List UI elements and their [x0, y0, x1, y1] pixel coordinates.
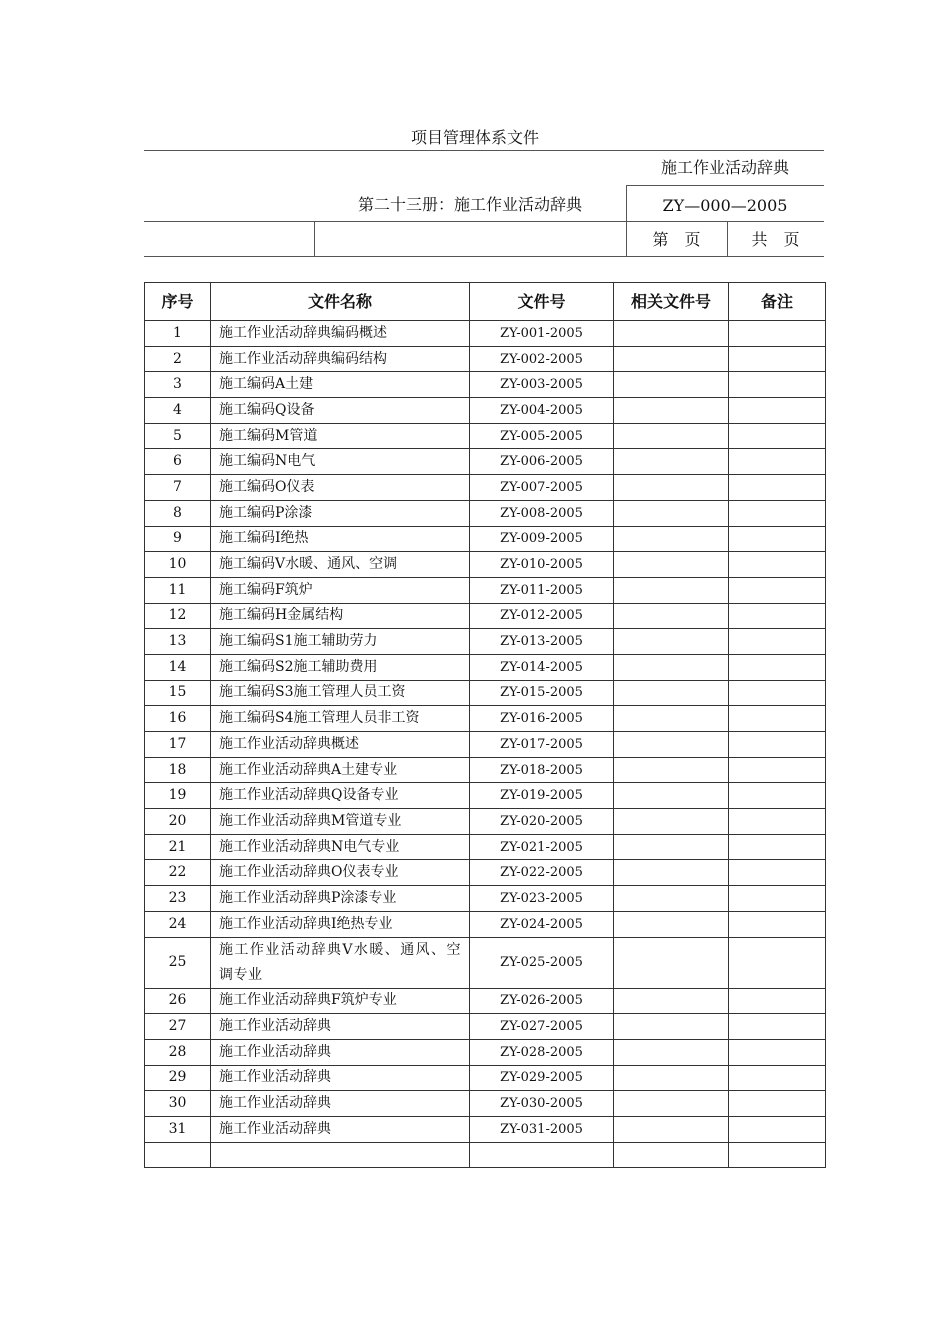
row-number: 23	[145, 886, 211, 912]
row-file-code: ZY-014-2005	[470, 654, 614, 680]
row-related-code	[614, 706, 729, 732]
row-file-name	[211, 500, 470, 526]
row-file-code: ZY-001-2005	[470, 321, 614, 347]
row-remarks	[729, 603, 826, 629]
row-related-code	[614, 449, 729, 475]
table-row	[145, 500, 826, 526]
header-mid-rule	[144, 221, 824, 222]
header-top-rule	[144, 150, 824, 151]
row-number: 22	[145, 860, 211, 886]
row-file-name-text: 施工作业活动辞典N电气专业	[219, 838, 400, 855]
table-row	[145, 860, 826, 886]
row-file-name	[211, 1116, 470, 1142]
row-file-name-text: 施工作业活动辞典编码结构	[219, 350, 387, 367]
row-file-name-text: 施工作业活动辞典P涂漆专业	[219, 889, 397, 906]
row-number: 31	[145, 1116, 211, 1142]
row-related-code	[614, 423, 729, 449]
row-file-name-text: 施工作业活动辞典M管道专业	[219, 812, 402, 829]
row-remarks	[729, 732, 826, 758]
table-row	[145, 1039, 826, 1065]
row-file-code: ZY-018-2005	[470, 757, 614, 783]
row-file-name	[211, 834, 470, 860]
row-remarks	[729, 1091, 826, 1117]
header-left-divider	[314, 221, 315, 256]
row-file-name-text: 施工作业活动辞典F筑炉专业	[219, 992, 397, 1009]
row-remarks	[729, 1116, 826, 1142]
row-file-name	[211, 1065, 470, 1091]
row-related-code	[614, 654, 729, 680]
row-related-code	[614, 629, 729, 655]
row-file-name-text: 施工编码H金属结构	[219, 607, 344, 624]
row-related-code	[614, 1116, 729, 1142]
row-number: 28	[145, 1039, 211, 1065]
row-remarks	[729, 937, 826, 988]
row-file-code: ZY-029-2005	[470, 1065, 614, 1091]
row-file-name-text: 施工作业活动辞典	[219, 1043, 331, 1060]
row-related-code	[614, 937, 729, 988]
row-remarks	[729, 706, 826, 732]
table-row	[145, 603, 826, 629]
row-file-code: ZY-031-2005	[470, 1116, 614, 1142]
row-file-name	[211, 757, 470, 783]
row-remarks	[729, 654, 826, 680]
system-title: 项目管理体系文件	[410, 128, 539, 147]
row-related-code	[614, 526, 729, 552]
table-row	[145, 886, 826, 912]
row-related-code	[614, 783, 729, 809]
table-row	[145, 577, 826, 603]
table-row	[145, 1065, 826, 1091]
row-related-code	[614, 757, 729, 783]
row-file-name	[211, 1091, 470, 1117]
row-number: 27	[145, 1014, 211, 1040]
row-file-name	[211, 732, 470, 758]
row-related-code	[614, 988, 729, 1014]
table-row	[145, 1116, 826, 1142]
row-remarks	[729, 911, 826, 937]
row-file-name-text: 施工作业活动辞典	[219, 1120, 331, 1137]
row-related-code	[614, 732, 729, 758]
row-file-name-text: 施工编码S4施工管理人员非工资	[219, 710, 420, 727]
row-file-name	[211, 577, 470, 603]
row-file-name	[211, 372, 470, 398]
row-number: 14	[145, 654, 211, 680]
row-number: 30	[145, 1091, 211, 1117]
empty-cell	[614, 1142, 729, 1168]
row-file-name-text: 施工作业活动辞典V水暖、通风、空调专业	[219, 941, 461, 983]
empty-cell	[145, 1142, 211, 1168]
row-file-name-text: 施工编码V水暖、通风、空调	[219, 556, 398, 573]
row-file-name-text: 施工编码P涂漆	[219, 504, 313, 521]
row-file-name	[211, 654, 470, 680]
total-label: 共 页	[751, 230, 800, 249]
row-file-name	[211, 475, 470, 501]
row-file-name-text: 施工编码O仪表	[219, 478, 315, 495]
row-related-code	[614, 552, 729, 578]
table-row	[145, 1014, 826, 1040]
col-header-related: 相关文件号	[614, 283, 729, 321]
row-file-code: ZY-008-2005	[470, 500, 614, 526]
row-file-name	[211, 937, 470, 988]
table-row	[145, 757, 826, 783]
row-number: 1	[145, 321, 211, 347]
row-file-code: ZY-006-2005	[470, 449, 614, 475]
row-number: 4	[145, 398, 211, 424]
row-number: 25	[145, 937, 211, 988]
row-number: 6	[145, 449, 211, 475]
empty-cell	[211, 1142, 470, 1168]
row-file-code: ZY-030-2005	[470, 1091, 614, 1117]
row-file-code: ZY-021-2005	[470, 834, 614, 860]
header-bottom-rule	[144, 256, 824, 257]
table-row	[145, 449, 826, 475]
row-file-name-text: 施工编码I绝热	[219, 530, 309, 547]
row-file-name	[211, 809, 470, 835]
row-related-code	[614, 1039, 729, 1065]
row-number: 9	[145, 526, 211, 552]
row-file-name	[211, 526, 470, 552]
row-remarks	[729, 680, 826, 706]
row-remarks	[729, 629, 826, 655]
row-remarks	[729, 809, 826, 835]
table-header-row	[145, 283, 826, 321]
row-number: 2	[145, 346, 211, 372]
row-file-code: ZY-013-2005	[470, 629, 614, 655]
row-file-code: ZY-027-2005	[470, 1014, 614, 1040]
page-label: 第 页	[652, 230, 701, 249]
row-number: 10	[145, 552, 211, 578]
row-remarks	[729, 475, 826, 501]
table-row	[145, 398, 826, 424]
table-row	[145, 629, 826, 655]
row-remarks	[729, 1039, 826, 1065]
row-remarks	[729, 886, 826, 912]
row-file-name-text: 施工编码S1施工辅助劳力	[219, 633, 378, 650]
table-body	[145, 321, 826, 1168]
row-file-code: ZY-003-2005	[470, 372, 614, 398]
row-file-name	[211, 629, 470, 655]
row-remarks	[729, 552, 826, 578]
row-file-code: ZY-026-2005	[470, 988, 614, 1014]
row-file-code: ZY-012-2005	[470, 603, 614, 629]
row-related-code	[614, 1091, 729, 1117]
row-file-code: ZY-025-2005	[470, 937, 614, 988]
table-row	[145, 321, 826, 347]
row-remarks	[729, 346, 826, 372]
doc-code: ZY—000—2005	[662, 196, 788, 215]
row-number: 5	[145, 423, 211, 449]
row-file-code: ZY-010-2005	[470, 552, 614, 578]
row-related-code	[614, 372, 729, 398]
row-related-code	[614, 398, 729, 424]
row-related-code	[614, 577, 729, 603]
row-number: 21	[145, 834, 211, 860]
row-related-code	[614, 809, 729, 835]
row-file-name-text: 施工作业活动辞典概述	[219, 735, 359, 752]
row-number: 17	[145, 732, 211, 758]
row-file-name	[211, 860, 470, 886]
row-number: 24	[145, 911, 211, 937]
row-remarks	[729, 321, 826, 347]
table-row	[145, 346, 826, 372]
row-remarks	[729, 449, 826, 475]
row-remarks	[729, 372, 826, 398]
row-file-code: ZY-024-2005	[470, 911, 614, 937]
row-file-name-text: 施工作业活动辞典编码概述	[219, 324, 387, 341]
volume-title: 第二十三册：施工作业活动辞典	[357, 195, 582, 214]
row-file-code: ZY-020-2005	[470, 809, 614, 835]
table-row	[145, 552, 826, 578]
table-row	[145, 372, 826, 398]
table-row	[145, 654, 826, 680]
row-file-name	[211, 1039, 470, 1065]
table-row	[145, 937, 826, 988]
row-file-name	[211, 911, 470, 937]
row-file-code: ZY-002-2005	[470, 346, 614, 372]
row-remarks	[729, 398, 826, 424]
empty-cell	[729, 1142, 826, 1168]
table-row	[145, 475, 826, 501]
row-file-code: ZY-004-2005	[470, 398, 614, 424]
doc-name-rule	[626, 185, 824, 186]
table-row	[145, 680, 826, 706]
row-file-name	[211, 706, 470, 732]
row-remarks	[729, 526, 826, 552]
row-file-name	[211, 783, 470, 809]
row-number: 12	[145, 603, 211, 629]
row-file-name	[211, 321, 470, 347]
row-remarks	[729, 1065, 826, 1091]
row-file-code: ZY-011-2005	[470, 577, 614, 603]
row-number: 11	[145, 577, 211, 603]
row-related-code	[614, 1065, 729, 1091]
row-number: 3	[145, 372, 211, 398]
row-related-code	[614, 886, 729, 912]
row-number: 16	[145, 706, 211, 732]
row-file-name	[211, 423, 470, 449]
row-related-code	[614, 911, 729, 937]
table-row	[145, 526, 826, 552]
row-file-name	[211, 680, 470, 706]
row-related-code	[614, 860, 729, 886]
row-number: 20	[145, 809, 211, 835]
table-row	[145, 706, 826, 732]
row-remarks	[729, 834, 826, 860]
row-related-code	[614, 346, 729, 372]
row-remarks	[729, 860, 826, 886]
row-remarks	[729, 423, 826, 449]
row-file-name	[211, 603, 470, 629]
row-file-name-text: 施工作业活动辞典	[219, 1069, 331, 1086]
row-remarks	[729, 988, 826, 1014]
col-header-code: 文件号	[470, 283, 614, 321]
row-number: 8	[145, 500, 211, 526]
row-file-name-text: 施工作业活动辞典Q设备专业	[219, 787, 399, 804]
table-row	[145, 783, 826, 809]
row-related-code	[614, 680, 729, 706]
row-file-name	[211, 552, 470, 578]
row-file-code: ZY-005-2005	[470, 423, 614, 449]
row-file-name	[211, 449, 470, 475]
row-file-code: ZY-019-2005	[470, 783, 614, 809]
doc-name: 施工作业活动辞典	[660, 158, 789, 177]
row-remarks	[729, 577, 826, 603]
row-number: 15	[145, 680, 211, 706]
row-related-code	[614, 834, 729, 860]
row-related-code	[614, 603, 729, 629]
row-related-code	[614, 321, 729, 347]
row-file-name-text: 施工编码Q设备	[219, 401, 315, 418]
row-related-code	[614, 500, 729, 526]
table-row	[145, 911, 826, 937]
col-header-remarks: 备注	[729, 283, 826, 321]
row-remarks	[729, 500, 826, 526]
row-file-code: ZY-015-2005	[470, 680, 614, 706]
table-row	[145, 809, 826, 835]
row-file-code: ZY-017-2005	[470, 732, 614, 758]
col-header-no: 序号	[145, 283, 211, 321]
row-file-code: ZY-007-2005	[470, 475, 614, 501]
table-row	[145, 423, 826, 449]
row-number: 29	[145, 1065, 211, 1091]
row-file-name-text: 施工作业活动辞典I绝热专业	[219, 915, 393, 932]
row-file-name-text: 施工编码A土建	[219, 376, 314, 393]
row-file-name-text: 施工作业活动辞典A土建专业	[219, 761, 398, 778]
row-number: 7	[145, 475, 211, 501]
row-number: 18	[145, 757, 211, 783]
row-file-name-text: 施工作业活动辞典	[219, 1018, 331, 1035]
table-row	[145, 834, 826, 860]
row-file-name	[211, 886, 470, 912]
row-file-name	[211, 346, 470, 372]
row-remarks	[729, 783, 826, 809]
row-number: 13	[145, 629, 211, 655]
row-file-name	[211, 988, 470, 1014]
row-file-name-text: 施工作业活动辞典	[219, 1095, 331, 1112]
row-number: 26	[145, 988, 211, 1014]
empty-cell	[470, 1142, 614, 1168]
table-row	[145, 732, 826, 758]
row-file-code: ZY-022-2005	[470, 860, 614, 886]
row-remarks	[729, 1014, 826, 1040]
row-file-name-text: 施工编码F筑炉	[219, 581, 313, 598]
row-file-name-text: 施工作业活动辞典O仪表专业	[219, 864, 399, 881]
row-file-code: ZY-016-2005	[470, 706, 614, 732]
row-file-code: ZY-023-2005	[470, 886, 614, 912]
row-number: 19	[145, 783, 211, 809]
document-index-table	[144, 282, 826, 1168]
table-row	[145, 988, 826, 1014]
row-file-code: ZY-009-2005	[470, 526, 614, 552]
table-row	[145, 1091, 826, 1117]
row-file-name-text: 施工编码S3施工管理人员工资	[219, 684, 406, 701]
row-file-name-text: 施工编码S2施工辅助费用	[219, 658, 378, 675]
row-remarks	[729, 757, 826, 783]
row-file-name	[211, 1014, 470, 1040]
row-related-code	[614, 1014, 729, 1040]
row-related-code	[614, 475, 729, 501]
row-file-name-text: 施工编码N电气	[219, 453, 316, 470]
row-file-name-text: 施工编码M管道	[219, 427, 318, 444]
row-file-name	[211, 398, 470, 424]
col-header-name: 文件名称	[211, 283, 470, 321]
table-row-empty	[145, 1142, 826, 1168]
row-file-code: ZY-028-2005	[470, 1039, 614, 1065]
